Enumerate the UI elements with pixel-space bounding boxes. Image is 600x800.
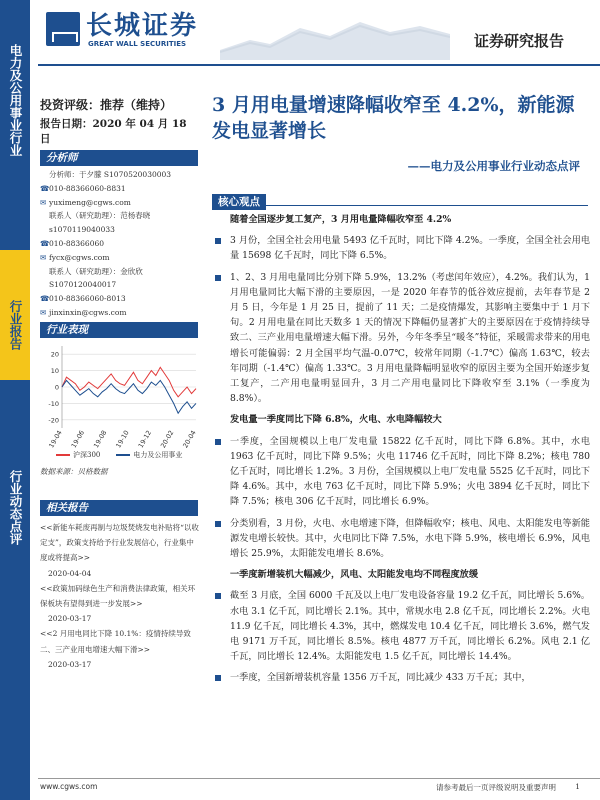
legend-swatch	[56, 454, 70, 456]
analyst-line	[40, 223, 200, 237]
analyst-line-text: S1070120040017	[49, 280, 117, 290]
analyst-line	[40, 237, 200, 251]
bullet-paragraph: 1、2、3 月用电量同比分别下降 5.9%，13.2%（考虑闰年效应），4.2%。我们认为，1 月用电量同比大幅下滑的主要原因，一是 2020 年春节的低谷效应提前，去年春节是 2 月 5 日，今年是 1 月 25 日，提前了 11 天；二是疫情爆发，其影响主要集中于 1 月下旬。2 月用电量在同比天数多 1 天的情况下降幅仍显著扩大的主要原因在于疫情持续导致二、三产业用电量增速大幅下滑。另外，今年冬季呈“暖冬”特征，采暖需求带来的用电增长可能偏弱：2 月全国平均气温-0.07℃，较常年同期（-1.7℃）偏高 1.63℃，较去年同期（-1.4℃）偏高 1.33℃。3 月用电量降幅明显收窄的原因主要为全国开始逐步复工复产，二产用电量明显回升，3 月二产用电量同比下降收窄至 3.1%（一季度为 8.8%）。	[212, 270, 590, 407]
bullet-paragraph: 一季度，全国规模以上电厂发电量 15822 亿千瓦时，同比下降 6.8%。其中，水电 1963 亿千瓦时，同比下降 9.5%；火电 11746 亿千瓦时，同比下降 8.2%；核电 780 亿千瓦时，同比增长 1.2%。3 月份，全国规模以上电厂发电量 5525 亿千瓦时，同比下降 4.6%。其中，水电 763 亿千瓦时，同比下降 5.9%；火电 3894 亿千瓦时，同比下降 7.5%；核电 306 亿千瓦时，同比增长 6.9%。	[212, 434, 590, 510]
related-report-link[interactable]: <<新能车耗废再制与垃圾焚烧发电补贴将“以收定支”，政策支持给予行业发展信心，行业集中度或将提高>>	[40, 523, 199, 563]
analyst-line-text: 010-88366060	[49, 238, 105, 248]
core-view-header	[212, 190, 588, 206]
bullet-paragraph: 截至 3 月底，全国 6000 千瓦及以上电厂发电设备容量 19.2 亿千瓦，同比增长 5.6%。水电 3.1 亿千瓦，同比增长 2.1%。其中，常规水电 2.8 亿千瓦，同比增长 2.2%。火电 11.9 亿千瓦，同比增长 4.3%，其中，燃煤发电 10.4 亿千瓦，同比增长 3.6%，燃气发电 9171 万千瓦，同比增长 8.5%。核电 4877 万千瓦，同比增长 6.2%。风电 2.1 亿千瓦，同比增长 12.4%。太阳能发电 1.5 亿千瓦，同比增长 14.4%。	[212, 588, 590, 664]
analyst-line-text: fycx@cgws.com	[49, 252, 110, 262]
report-subtitle: ——电力及公用事业行业动态点评	[407, 159, 580, 173]
y-tick-label: -10	[48, 399, 59, 408]
analyst-line-text: 联系人（研究助理）：范杨春晓	[49, 211, 151, 221]
y-tick-label: -20	[48, 416, 59, 425]
related-report-link[interactable]: <<2 月用电同比下降 10.1%：疫情持续导致二、三产业用电增速大幅下滑>>	[40, 629, 191, 654]
analyst-line-text: 联系人（研究助理）：金欣欣	[49, 266, 143, 276]
analyst-line	[40, 292, 200, 306]
analyst-line-text: yuximeng@cgws.com	[49, 197, 131, 207]
phone-icon: ☎	[40, 294, 50, 304]
x-tick-label: 19-12	[136, 429, 154, 450]
phone-icon: ☎	[40, 183, 50, 193]
series-line	[62, 380, 196, 413]
logo-text: 长城证券	[86, 11, 199, 41]
analyst-line	[40, 196, 200, 210]
x-tick-label: 20-04	[181, 429, 198, 450]
analyst-list	[40, 168, 200, 320]
analyst-line-text: 分析师：于夕朦 S1070520030003	[49, 170, 172, 179]
chart-legend	[56, 450, 200, 460]
y-tick-label: 10	[50, 367, 59, 376]
footer-disclaimer: 请参考最后一页评级说明及重要声明	[436, 783, 556, 792]
report-title: 3 月用电量增速降幅收窄至 4.2%，新能源发电显著增长	[212, 94, 575, 142]
industry-performance-chart	[40, 340, 200, 462]
analyst-line	[40, 182, 200, 196]
y-tick-label: 20	[50, 350, 59, 359]
analyst-line	[40, 209, 200, 223]
series-line	[62, 367, 196, 397]
legend-label: 沪深300	[73, 451, 101, 459]
analyst-line-text: 010-88366060-8831	[49, 183, 126, 193]
email-icon: ✉	[40, 307, 47, 317]
analyst-line-text: s1070119040033	[49, 225, 115, 235]
page-number: 1	[575, 782, 580, 791]
y-tick-label: 0	[54, 383, 59, 392]
related-section-title: 相关报告	[40, 500, 198, 516]
bullet-paragraph: 一季度，全国新增装机容量 1356 万千瓦，同比减少 433 万千瓦；其中，	[212, 670, 590, 685]
analyst-line	[40, 168, 200, 182]
lead-heading: 发电量一季度同比下降 6.8%，火电、水电降幅较大	[230, 414, 442, 426]
x-tick-label: 19-06	[69, 429, 87, 450]
footer-url: www.cgws.com	[40, 782, 98, 791]
x-tick-label: 19-04	[47, 429, 64, 450]
side-band	[0, 0, 30, 800]
analyst-line	[40, 251, 200, 265]
investment-rating: 投资评级：推荐（维持）	[40, 98, 173, 112]
analyst-section-title: 分析师	[40, 150, 198, 166]
analyst-line	[40, 265, 200, 279]
email-icon: ✉	[40, 252, 47, 262]
report-body	[212, 208, 590, 692]
logo-english: GREAT WALL SECURITIES	[88, 40, 187, 48]
lead-heading: 一季度新增装机大幅减少，风电、太阳能发电均不同程度放缓	[230, 569, 479, 581]
x-tick-label: 20-02	[159, 429, 176, 450]
related-report-date: 2020-03-17	[48, 659, 92, 669]
sidebar-industry-tab: 电力及公用事业行业	[8, 44, 23, 157]
great-wall-image	[220, 10, 450, 60]
report-type: 证券研究报告	[473, 32, 564, 50]
analyst-line-text: jinxinxin@cgws.com	[49, 307, 127, 317]
related-report-date: 2020-03-17	[48, 614, 92, 624]
related-report-link[interactable]: <<政策加码绿色生产和消费法律政策，相关环保板块有望得到进一步发展>>	[40, 583, 196, 609]
analyst-line	[40, 306, 200, 320]
legend-label: 电力及公用事业	[133, 451, 183, 459]
footer-divider	[38, 778, 600, 779]
sidebar-comment-tab: 行业动态点评	[8, 470, 23, 545]
related-report-date: 2020-04-04	[48, 568, 92, 578]
bullet-paragraph: 3 月份，全国全社会用电量 5493 亿千瓦时，同比下降 4.2%。一季度，全国全社会用电量 15698 亿千瓦时，同比下降 6.5%。	[212, 233, 590, 263]
chart-section-title: 行业表现	[40, 322, 198, 338]
phone-icon: ☎	[40, 238, 50, 248]
x-tick-label: 19-10	[114, 429, 131, 450]
email-icon: ✉	[40, 197, 47, 207]
related-reports-list	[40, 520, 200, 672]
logo-icon	[46, 12, 80, 46]
analyst-line-text: 010-88366060-8013	[49, 294, 126, 304]
x-tick-label: 19-08	[92, 429, 109, 450]
header-divider	[38, 64, 600, 66]
core-view-title: 核心观点	[212, 194, 266, 210]
analyst-line	[40, 278, 200, 292]
legend-swatch	[116, 454, 130, 456]
lead-heading: 随着全国逐步复工复产，3 月用电量降幅收窄至 4.2%	[230, 214, 452, 225]
sidebar-report-tab: 行业报告	[8, 300, 23, 350]
chart-source: 数据来源：贝格数据	[40, 467, 108, 476]
report-date: 报告日期：2020 年 04 月 18 日	[40, 118, 187, 145]
bullet-paragraph: 分类别看，3 月份，火电、水电增速下降，但降幅收窄；核电、风电、太阳能发电等新能源发电增长较快。其中，火电同比下降 7.5%，水电下降 5.9%，核电增长 6.9%，风电增长 25.9%，太阳能发电增长 8.6%。	[212, 516, 590, 562]
